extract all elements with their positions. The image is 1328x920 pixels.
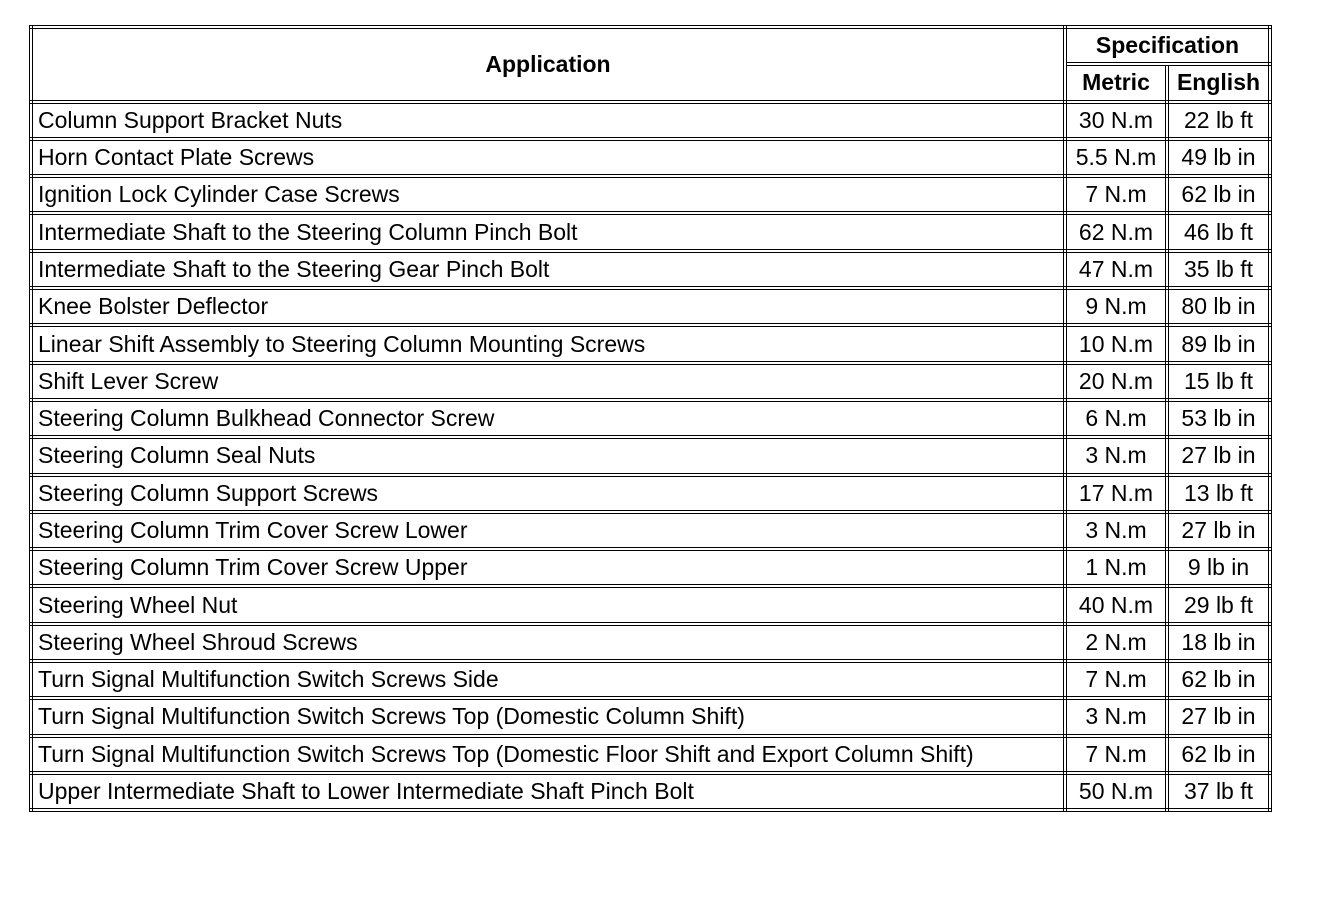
application-cell: Steering Column Trim Cover Screw Upper	[31, 549, 1065, 586]
metric-cell: 7 N.m	[1065, 661, 1167, 698]
table-row	[31, 213, 1270, 250]
metric-cell: 5.5 N.m	[1065, 139, 1167, 176]
english-cell: 53 lb in	[1167, 400, 1270, 437]
specification-header: Specification	[1065, 27, 1270, 64]
english-cell: 27 lb in	[1167, 512, 1270, 549]
application-cell: Upper Intermediate Shaft to Lower Intermediate Shaft Pinch Bolt	[31, 773, 1065, 810]
application-cell: Turn Signal Multifunction Switch Screws Side	[31, 661, 1065, 698]
english-cell: 46 lb ft	[1167, 213, 1270, 250]
english-cell: 89 lb in	[1167, 325, 1270, 362]
english-cell: 15 lb ft	[1167, 363, 1270, 400]
metric-header: Metric	[1065, 64, 1167, 101]
table-row	[31, 400, 1270, 437]
table-row	[31, 288, 1270, 325]
metric-cell: 17 N.m	[1065, 475, 1167, 512]
table-row	[31, 773, 1270, 810]
metric-cell: 7 N.m	[1065, 736, 1167, 773]
table-row	[31, 698, 1270, 735]
application-cell: Knee Bolster Deflector	[31, 288, 1065, 325]
application-cell: Steering Column Support Screws	[31, 475, 1065, 512]
application-cell: Horn Contact Plate Screws	[31, 139, 1065, 176]
torque-spec-table	[29, 25, 1272, 812]
english-cell: 18 lb in	[1167, 624, 1270, 661]
metric-cell: 47 N.m	[1065, 251, 1167, 288]
metric-cell: 62 N.m	[1065, 213, 1167, 250]
table-header	[31, 27, 1270, 102]
table-body	[31, 102, 1270, 811]
metric-cell: 3 N.m	[1065, 437, 1167, 474]
metric-cell: 7 N.m	[1065, 176, 1167, 213]
english-cell: 62 lb in	[1167, 661, 1270, 698]
table-row	[31, 586, 1270, 623]
application-cell: Turn Signal Multifunction Switch Screws Top (Domestic Floor Shift and Export Column Shift)	[31, 736, 1065, 773]
table-row	[31, 661, 1270, 698]
metric-cell: 30 N.m	[1065, 102, 1167, 139]
table-row	[31, 437, 1270, 474]
english-header: English	[1167, 64, 1270, 101]
english-cell: 29 lb ft	[1167, 586, 1270, 623]
table-row	[31, 512, 1270, 549]
application-cell: Steering Column Seal Nuts	[31, 437, 1065, 474]
application-cell: Linear Shift Assembly to Steering Column Mounting Screws	[31, 325, 1065, 362]
metric-cell: 3 N.m	[1065, 512, 1167, 549]
table-row	[31, 251, 1270, 288]
application-cell: Ignition Lock Cylinder Case Screws	[31, 176, 1065, 213]
table-row	[31, 102, 1270, 139]
metric-cell: 2 N.m	[1065, 624, 1167, 661]
application-cell: Steering Column Trim Cover Screw Lower	[31, 512, 1065, 549]
english-cell: 22 lb ft	[1167, 102, 1270, 139]
english-cell: 13 lb ft	[1167, 475, 1270, 512]
table-row	[31, 363, 1270, 400]
english-cell: 9 lb in	[1167, 549, 1270, 586]
metric-cell: 9 N.m	[1065, 288, 1167, 325]
metric-cell: 40 N.m	[1065, 586, 1167, 623]
table-row	[31, 475, 1270, 512]
application-cell: Shift Lever Screw	[31, 363, 1065, 400]
application-cell: Column Support Bracket Nuts	[31, 102, 1065, 139]
metric-cell: 1 N.m	[1065, 549, 1167, 586]
application-cell: Intermediate Shaft to the Steering Gear Pinch Bolt	[31, 251, 1065, 288]
english-cell: 49 lb in	[1167, 139, 1270, 176]
english-cell: 62 lb in	[1167, 176, 1270, 213]
english-cell: 27 lb in	[1167, 437, 1270, 474]
table-row	[31, 624, 1270, 661]
metric-cell: 20 N.m	[1065, 363, 1167, 400]
application-cell: Turn Signal Multifunction Switch Screws Top (Domestic Column Shift)	[31, 698, 1065, 735]
application-cell: Steering Wheel Nut	[31, 586, 1065, 623]
metric-cell: 50 N.m	[1065, 773, 1167, 810]
english-cell: 37 lb ft	[1167, 773, 1270, 810]
table-row	[31, 139, 1270, 176]
table-row	[31, 736, 1270, 773]
application-cell: Steering Column Bulkhead Connector Screw	[31, 400, 1065, 437]
english-cell: 80 lb in	[1167, 288, 1270, 325]
table-row	[31, 325, 1270, 362]
metric-cell: 10 N.m	[1065, 325, 1167, 362]
application-cell: Steering Wheel Shroud Screws	[31, 624, 1065, 661]
metric-cell: 6 N.m	[1065, 400, 1167, 437]
table-row	[31, 176, 1270, 213]
application-cell: Intermediate Shaft to the Steering Column Pinch Bolt	[31, 213, 1065, 250]
english-cell: 62 lb in	[1167, 736, 1270, 773]
metric-cell: 3 N.m	[1065, 698, 1167, 735]
application-header: Application	[31, 27, 1065, 102]
english-cell: 35 lb ft	[1167, 251, 1270, 288]
english-cell: 27 lb in	[1167, 698, 1270, 735]
table-row	[31, 549, 1270, 586]
